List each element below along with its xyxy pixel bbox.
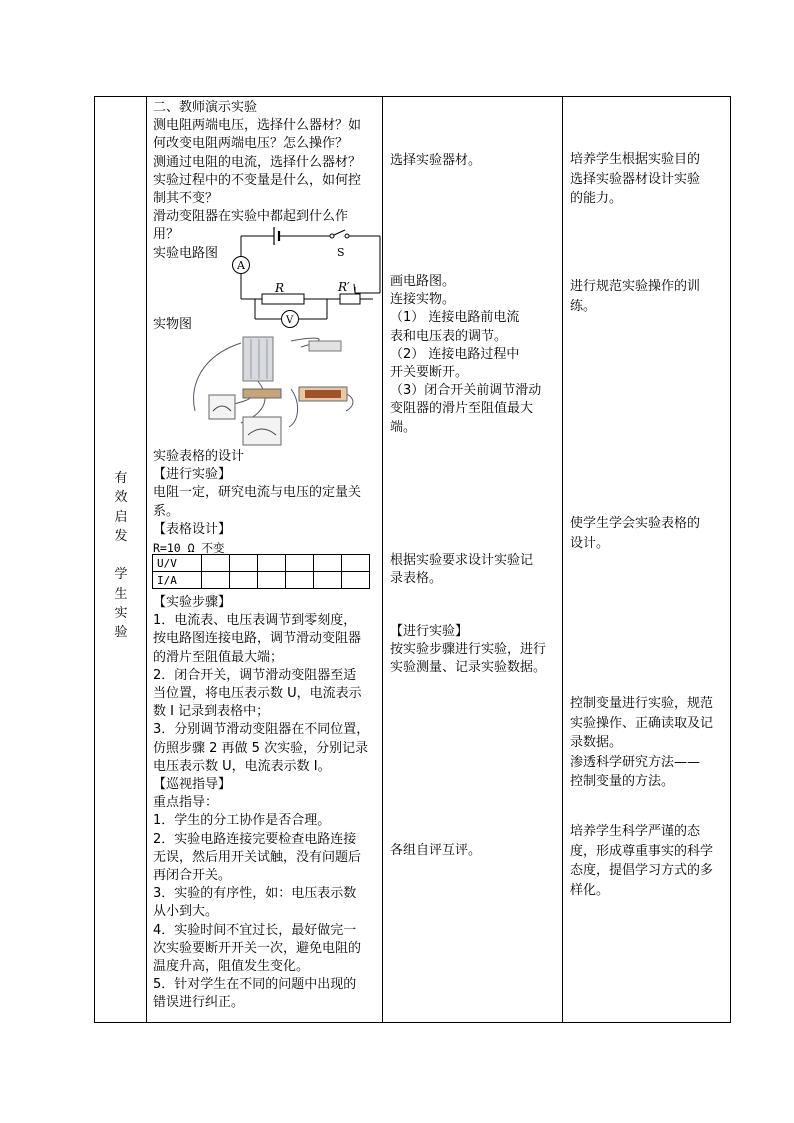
step-line: 【实验步骤】 [153,595,232,610]
activity-line: （1） 连接电路前电流 [390,310,520,326]
stage-cell [95,97,147,1022]
intent-line: 设计。 [570,535,610,551]
activity-line: 开关要断开。 [390,365,469,381]
intent-line: 的能力。 [570,191,623,206]
record-table [152,554,370,589]
student-activity-b [390,273,562,437]
step-line: 3．分别调节滑动变阻器在不同位置， [153,722,370,738]
step-line: 按电路图连接电路，调节滑动变阻器 [153,631,362,647]
step-line: 2．实验电路连接完要检查电路连接 [153,831,357,847]
photo-label: 实物图 [153,317,193,332]
step-line: 4．实验时间不宜过长，最好做完一 [153,922,357,938]
student-activity-e [390,842,562,860]
stage-char: 启 [114,509,128,525]
text-line: 【表格设计】 [153,521,232,537]
ammeter-photo [243,417,281,445]
ammeter-symbol: A [237,259,245,272]
activity-line: 连接实物。 [390,292,456,308]
activity-line: （2） 连接电路过程中 [390,346,520,362]
intent-line: 进行规范实验操作的训 [570,279,701,294]
intent-line: 录数据。 [570,735,623,750]
stage-char: 有 [114,471,128,486]
step-line: 再闭合开关。 [153,868,232,884]
step-line: 1．学生的分工协作是否合理。 [153,813,331,829]
column-divider [562,97,563,1022]
resistor-label: R [275,281,285,295]
record-cell [202,555,230,572]
intent-line: 选择实验器材设计实验 [570,171,701,187]
step-line: 次实验要断开开关一次，避免电阻的 [153,940,362,956]
text-line: 实验过程中的不变量是什么，如何控 [153,172,362,188]
text-line: 二、教师演示实验 [153,100,258,115]
activity-line: 画电路图。 [390,274,456,289]
text-line: 制其不变？ [153,191,219,207]
record-cell [202,572,230,589]
steps-section [153,594,381,1013]
activity-line: 端。 [390,419,417,435]
activity-line: 各组自评互评。 [390,843,482,858]
intent-line: 培养学生根据实验目的 [570,152,701,167]
activity-line: 按实验步骤进行实验，进行 [390,642,547,658]
activity-line: 变阻器的滑片至阻值最大 [390,401,534,417]
activity-line: 【进行实验】 [390,624,469,639]
table-design-text [153,448,381,539]
experiment-section [153,448,381,557]
record-row [153,572,370,589]
stage-char: 验 [114,625,128,641]
activity-line: 表和电压表的调节。 [390,328,508,344]
voltmeter-photo [209,395,235,419]
activity-line: 选择实验器材。 [390,153,482,168]
step-line: 1．电流表、电压表调节到零刻度， [153,613,357,629]
intent-line: 练。 [570,298,597,314]
experiment-steps [153,594,381,1013]
circuit-label: 实验电路图 [153,245,219,261]
step-line: 温度升高，阻值发生变化。 [153,959,310,975]
step-line: 电压表示数 U，电流表示数 I。 [153,758,331,774]
row-header: U/V [153,555,202,572]
record-cell [230,572,258,589]
design-intent-e [570,822,730,900]
step-line: 5．针对学生在不同的问题中出现的 [153,977,357,993]
intent-line: 样化。 [570,882,610,898]
record-cell [342,572,370,589]
resistance-constant: R=10 Ω 不变 [153,541,225,556]
intent-line: 控制变量进行实验，规范 [570,696,714,711]
resistor-photo [243,389,281,398]
design-intent-b [570,277,730,316]
step-line: 的滑片至阻值最大端； [153,649,284,665]
student-activity-d [390,623,562,678]
stage-label [95,469,147,643]
stage-char [95,546,147,565]
record-cell [286,572,314,589]
stage-char: 学 [114,567,128,583]
text-line: 滑动变阻器在实验中都起到什么作 [153,209,349,225]
apparatus-photo [181,331,371,449]
battery-box [243,337,273,381]
text-line: 电阻一定，研究电流与电压的定量关 [153,485,362,501]
step-line: 从小到大。 [153,904,219,920]
text-line: 测通过电阻的电流，选择什么器材？ [153,154,362,170]
text-line: 测电阻两端电压，选择什么器材？如 [153,118,362,134]
intro-questions [153,99,381,245]
design-intent-d [570,694,730,792]
record-cell [314,555,342,572]
text-line: 实验表格的设计 [153,449,245,464]
step-line: 2．闭合开关，调节滑动变阻器至适 [153,667,357,683]
record-cell [314,572,342,589]
stage-char: 生 [114,586,128,602]
step-line: 当位置，将电压表示数 U，电流表示 [153,686,362,702]
intent-line: 培养学生科学严谨的态 [570,824,701,839]
record-row [153,555,370,572]
voltmeter-symbol: V [286,315,294,326]
intent-line: 实验操作、正确读取及记 [570,715,714,731]
text-line: 用？ [153,227,180,243]
step-line: 无误，然后用开关试触，没有问题后 [153,849,362,865]
stage-char: 效 [114,490,128,506]
record-cell [286,555,314,572]
student-activity-a [390,152,562,170]
intent-line: 度，形成尊重事实的科学 [570,843,714,859]
rheostat-label: R′ [338,280,350,294]
activity-line: 录表格。 [390,571,443,587]
record-cell [230,555,258,572]
intent-line: 渗透科学研究方法—— [570,754,701,770]
intent-line: 使学生学会实验表格的 [570,516,701,531]
text-line: 系。 [153,503,180,519]
switch-photo [309,341,341,351]
step-line: 重点指导： [153,795,219,811]
step-line: 错误进行纠正。 [153,995,245,1011]
activity-line: 实验测量、记录实验数据。 [390,660,547,676]
row-header: I/A [153,572,202,589]
text-line: 何改变电阻两端电压？怎么操作？ [153,136,349,152]
step-line: 数 I 记录到表格中； [153,704,270,720]
switch-label: S [337,246,345,259]
design-intent-a [570,150,730,209]
stage-char: 实 [114,606,128,622]
activity-line: 根据实验要求设计实验记 [390,553,534,568]
activity-line: （3）闭合开关前调节滑动 [390,383,542,399]
text-line: 【进行实验】 [153,467,232,483]
step-line: 3．实验的有序性，如：电压表示数 [153,886,357,902]
record-cell [342,555,370,572]
student-activity-c [390,552,562,588]
intent-line: 态度，提倡学习方式的多 [570,863,714,878]
stage-char: 发 [114,528,128,544]
step-line: 【巡视指导】 [153,777,232,793]
intent-line: 控制变量的方法。 [570,774,675,789]
record-cell [258,572,286,589]
design-intent-c [570,514,730,553]
record-cell [258,555,286,572]
step-line: 仿照步骤 2 再做 5 次实验，分别记录 [153,740,369,756]
rheostat-photo [299,387,347,401]
